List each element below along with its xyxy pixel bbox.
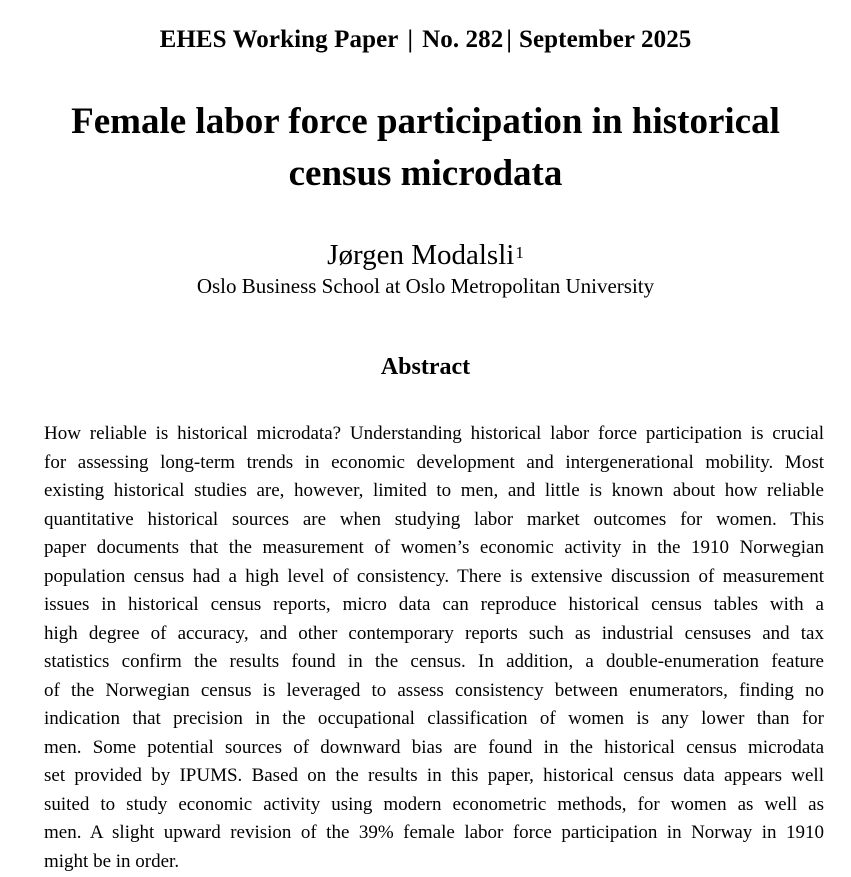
- paper-number: No. 282: [422, 26, 504, 53]
- abstract-line: suited to study economic activity using modern econometric methods, for women as well as: [44, 793, 824, 815]
- abstract-line: set provided by IPUMS. Based on the results in this paper, historical census data appears well: [44, 765, 824, 786]
- abstract-line: of the Norwegian census is leveraged to assess consistency between enumerators, finding no: [44, 679, 824, 701]
- abstract-line: existing historical studies are, however, limited to men, and little is known about how reliable: [44, 480, 824, 501]
- header-separator: |: [506, 26, 512, 53]
- abstract-line: population census had a high level of consistency. There is extensive discussion of measurement: [44, 565, 824, 587]
- abstract-line: men. Some potential sources of downward bias are found in the historical census microdata: [44, 736, 824, 758]
- abstract-line: men. A slight upward revision of the 39% female labor force participation in Norway in 1910: [44, 822, 824, 843]
- abstract-line: quantitative historical sources are when studying labor market outcomes for women. This: [44, 508, 824, 530]
- title-line-2: census microdata: [288, 153, 563, 194]
- abstract-body: [44, 420, 824, 876]
- paper-title: [0, 96, 851, 200]
- abstract-line: statistics confirm the results found in the census. In addition, a double-enumeration feature: [44, 651, 824, 672]
- abstract-line: issues in historical census reports, micro data can reproduce historical census tables with a: [44, 594, 824, 615]
- title-line-1: Female labor force participation in historical: [71, 101, 780, 142]
- publication-date: September 2025: [518, 26, 692, 53]
- series-name: EHES Working Paper: [159, 26, 399, 53]
- abstract-line: might be in order.: [44, 850, 180, 872]
- abstract-line: high degree of accuracy, and other contemporary reports such as industrial censuses and tax: [44, 622, 824, 644]
- abstract-line: How reliable is historical microdata? Understanding historical labor force participation is crucial: [44, 423, 824, 444]
- author-affiliation: Oslo Business School at Oslo Metropolitan University: [196, 274, 655, 298]
- working-paper-header: [0, 22, 851, 58]
- abstract-line: for assessing long-term trends in economic development and intergenerational mobility. Most: [44, 451, 824, 473]
- author-footnote-mark[interactable]: 1: [515, 243, 524, 262]
- author-line: [0, 235, 851, 275]
- abstract-heading: Abstract: [380, 354, 471, 380]
- abstract-line: indication that precision in the occupational classification of women is any lower than for: [44, 708, 824, 729]
- author-name: Jørgen Modalsli: [327, 239, 515, 271]
- header-separator: |: [407, 26, 414, 53]
- abstract-line: paper documents that the measurement of women’s economic activity in the 1910 Norwegian: [44, 537, 824, 558]
